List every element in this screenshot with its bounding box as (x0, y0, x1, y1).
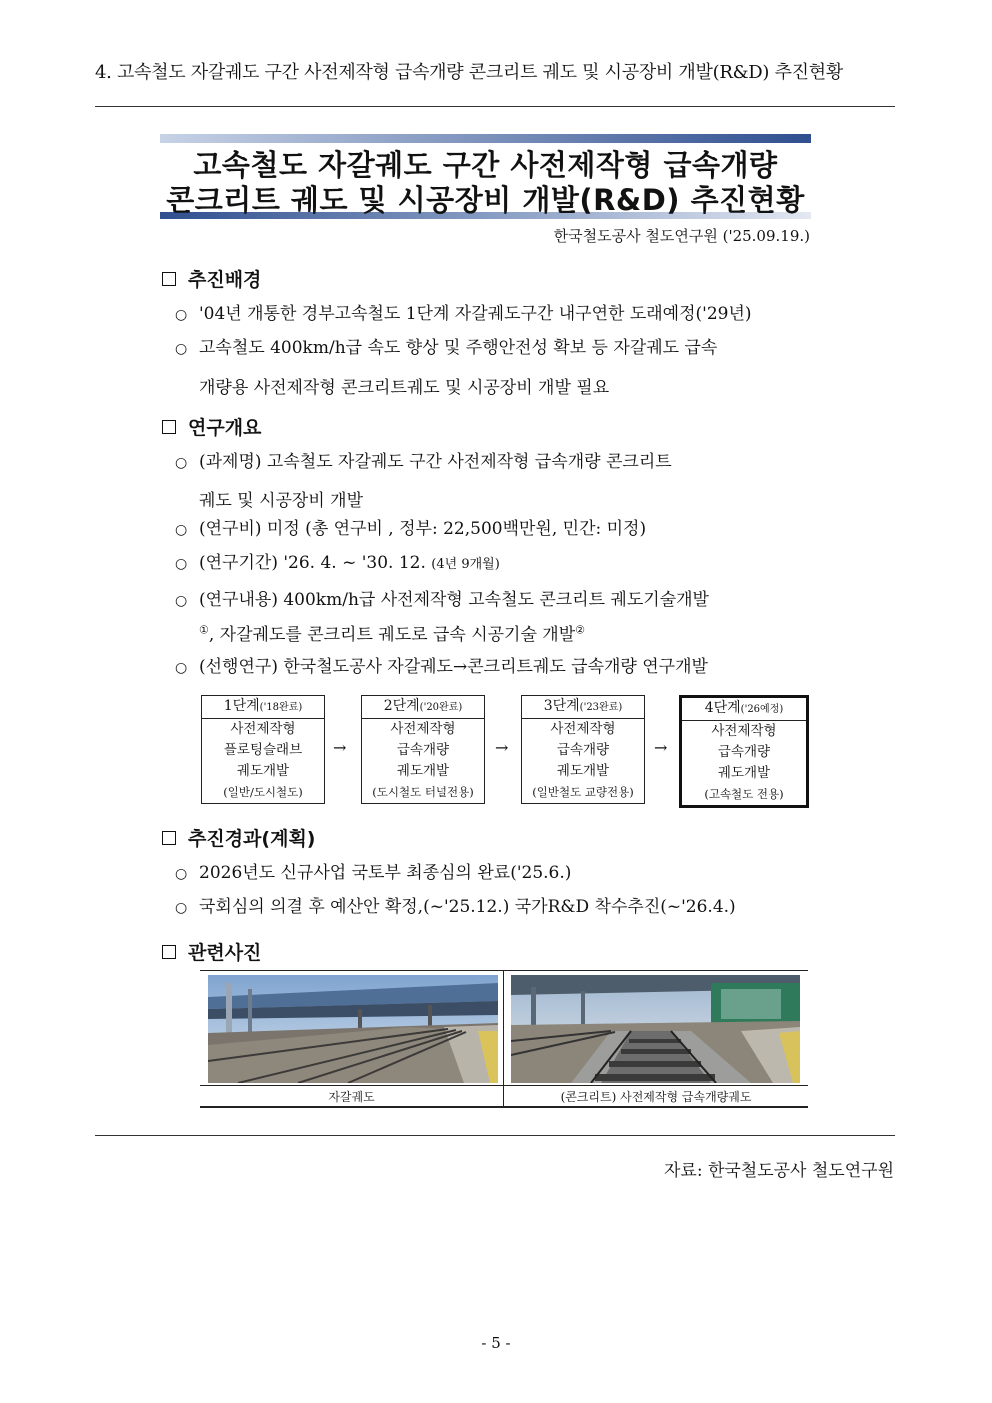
section-title: 연구개요 (188, 417, 262, 439)
stage-box (201, 695, 325, 804)
section-heading-background (162, 265, 261, 292)
title-top-bar (160, 134, 811, 143)
source-note: 자료: 한국철도공사 철도연구원 (663, 1161, 894, 1181)
checkbox-square-icon (162, 945, 176, 959)
stage-tag: ('20완료) (419, 702, 463, 713)
period-note: (4년 9개월) (431, 557, 500, 572)
circle-bullet-icon: ○ (175, 900, 188, 916)
title-line-2: 콘크리트 궤도 및 시공장비 개발(R&D) 추진현황 (166, 183, 805, 217)
bullet-item: ○ 고속철도 400km/h급 속도 향상 및 주행안전성 확보 등 자갈궤도 급속 (175, 331, 815, 366)
arrow-right-icon: → (333, 738, 347, 757)
checkbox-square-icon (162, 272, 176, 286)
stage-line: 급속개량 (717, 744, 771, 760)
arrow-right-icon: → (495, 738, 509, 757)
page-number: - 5 - (481, 1334, 511, 1352)
stage-head: 4단계 (704, 700, 741, 716)
bullet-item: ○ (선행연구) 한국철도공사 자갈궤도→콘크리트궤도 급속개량 연구개발 (175, 650, 815, 685)
stage-head: 1단계 (223, 698, 260, 714)
section-title: 추진경과(계획) (188, 828, 316, 850)
bullet-continuation: 개량용 사전제작형 콘크리트궤도 및 시공장비 개발 필요 (199, 378, 610, 398)
bullet-item: ○ (과제명) 고속철도 자갈궤도 구간 사전제작형 급속개량 콘크리트 (175, 445, 815, 480)
stage-tag: ('26예정) (740, 704, 784, 715)
ballast-track-photo (208, 975, 498, 1083)
section-heading-overview (162, 413, 261, 440)
stage-foot: (일반/도시철도) (223, 785, 303, 799)
bullet-item: ○ (연구내용) 400km/h급 사전제작형 고속철도 콘크리트 궤도기술개발 (175, 583, 815, 618)
checkbox-square-icon (162, 420, 176, 434)
bullet-item: ○ 2026년도 신규사업 국토부 최종심의 완료('25.6.) (175, 856, 815, 891)
stage-line: 사전제작형 (711, 723, 777, 739)
bullet-continuation: 궤도 및 시공장비 개발 (199, 491, 364, 511)
bullet-item: ○ '04년 개통한 경부고속철도 1단계 자갈궤도구간 내구연한 도래예정('29년) (175, 297, 815, 332)
running-header: 4. 고속철도 자갈궤도 구간 사전제작형 급속개량 콘크리트 궤도 및 시공장비 개발(R&D) 추진현황 (95, 62, 843, 83)
bullet-item: ○ (연구비) 미정 (총 연구비 , 정부: 22,500백만원, 민간: 미정) (175, 512, 815, 547)
footnote-mark: ② (575, 623, 586, 637)
stage-tag: ('23완료) (579, 702, 623, 713)
checkbox-square-icon (162, 831, 176, 845)
circle-bullet-icon: ○ (175, 341, 188, 357)
bullet-item: ○ 국회심의 의결 후 예산안 확정,(~'25.12.) 국가R&D 착수추진(~'26.4.) (175, 890, 815, 925)
photo-caption: 자갈궤도 (328, 1090, 375, 1104)
stage-foot: (일반철도 교량전용) (532, 785, 634, 799)
circle-bullet-icon: ○ (175, 866, 188, 882)
stage-line: 사전제작형 (230, 721, 296, 737)
stage-line: 플로팅슬래브 (223, 742, 303, 758)
organization-date: 한국철도공사 철도연구원 ('25.09.19.) (553, 227, 810, 245)
circle-bullet-icon: ○ (175, 593, 188, 609)
stage-box (521, 695, 645, 804)
section-title: 추진배경 (188, 269, 262, 291)
header-divider (95, 106, 895, 107)
stage-foot: (도시철도 터널전용) (372, 785, 474, 799)
stage-line: 궤도개발 (396, 763, 450, 779)
stage-head: 2단계 (383, 698, 420, 714)
stage-line: 궤도개발 (717, 765, 771, 781)
stage-head: 3단계 (543, 698, 580, 714)
section-title: 관련사진 (188, 942, 262, 964)
circle-bullet-icon: ○ (175, 455, 188, 471)
stage-box (361, 695, 485, 804)
bullet-item: ○ (연구기간) '26. 4. ~ '30. 12. (4년 9개월) (175, 546, 815, 582)
section-heading-progress (162, 824, 316, 851)
stage-line: 사전제작형 (390, 721, 456, 737)
photo-table (200, 970, 808, 1108)
stage-tag: ('18완료) (259, 702, 303, 713)
circle-bullet-icon: ○ (175, 307, 188, 323)
stage-line: 급속개량 (556, 742, 610, 758)
stage-box-current (679, 695, 809, 808)
stage-line: 사전제작형 (550, 721, 616, 737)
stage-line: 급속개량 (396, 742, 450, 758)
title-line-1: 고속철도 자갈궤도 구간 사전제작형 급속개량 (193, 148, 778, 182)
photo-caption: (콘크리트) 사전제작형 급속개량궤도 (560, 1090, 752, 1104)
section-heading-photos (162, 938, 261, 965)
arrow-right-icon: → (654, 738, 668, 757)
stage-line: 궤도개발 (236, 763, 290, 779)
concrete-track-photo (511, 975, 800, 1083)
stage-line: 궤도개발 (556, 763, 610, 779)
circle-bullet-icon: ○ (175, 522, 188, 538)
bullet-continuation: ①, 자갈궤도를 콘크리트 궤도로 급속 시공기술 개발② (199, 623, 586, 645)
circle-bullet-icon: ○ (175, 556, 188, 572)
footer-divider (95, 1135, 895, 1136)
circle-bullet-icon: ○ (175, 660, 188, 676)
footnote-mark: ① (199, 623, 209, 637)
stage-foot: (고속철도 전용) (704, 787, 784, 801)
